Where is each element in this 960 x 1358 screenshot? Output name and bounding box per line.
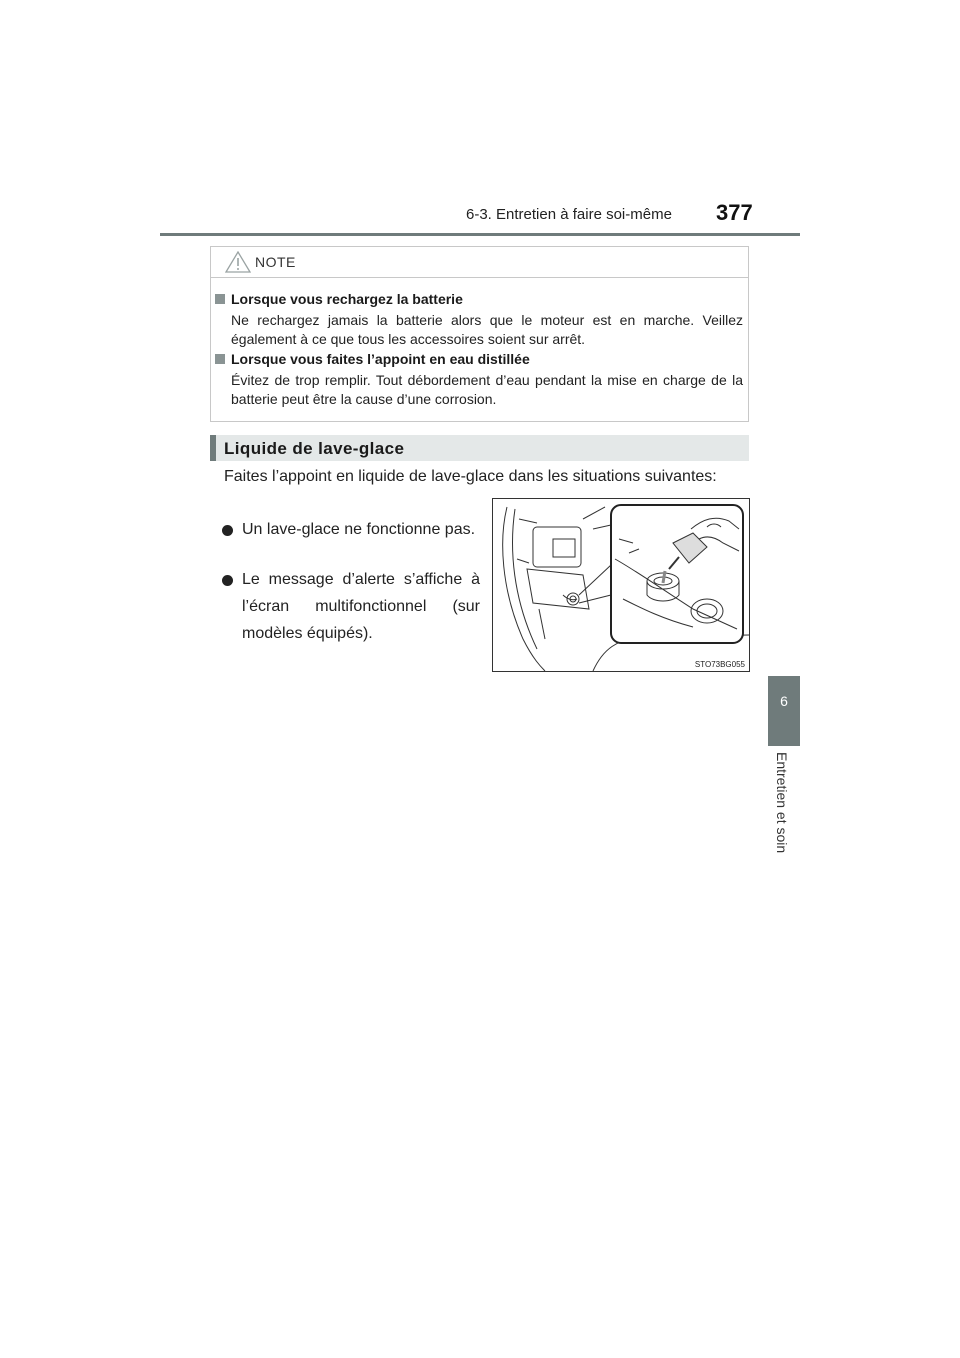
square-bullet-icon — [215, 294, 225, 304]
section-intro: Faites l’appoint en liquide de lave-glace dans les situations suivantes: — [224, 468, 717, 485]
chapter-title-vertical — [766, 752, 800, 862]
warning-triangle-icon — [225, 251, 251, 273]
note-item-title: Lorsque vous rechargez la batterie — [231, 291, 463, 307]
section-heading-label: Liquide de lave-glace — [224, 439, 405, 458]
note-header — [211, 247, 748, 278]
note-box — [210, 246, 749, 422]
chapter-title: Entretien et soin — [774, 752, 790, 854]
engine-bay-drawing — [493, 499, 749, 671]
bullet-dot-icon — [222, 525, 233, 536]
square-bullet-icon — [215, 354, 225, 364]
header-section-title: 6-3. Entretien à faire soi-même — [466, 206, 672, 223]
chapter-tab[interactable] — [768, 676, 800, 746]
header-divider — [160, 233, 800, 236]
list-item — [222, 516, 480, 543]
figure-code: STO73BG055 — [694, 660, 745, 669]
section-heading — [210, 435, 749, 461]
note-title: NOTE — [255, 254, 296, 270]
list-item-text: Un lave-glace ne fonctionne pas. — [242, 521, 476, 538]
note-item-text: Évitez de trop remplir. Tout débordement d’eau pendant la mise en charge de la batterie peut être la cause d’une corrosion. — [231, 372, 743, 407]
list-item — [222, 566, 480, 647]
washer-fluid-illustration — [492, 498, 750, 672]
list-item-text: Le message d’alerte s’affiche à l’écran multifonctionnel (sur modèles équipés). — [242, 571, 480, 642]
note-item-text: Ne rechargez jamais la batterie alors que le moteur est en marche. Veillez également à ce que tous les accessoires soient sur arrêt. — [231, 312, 743, 347]
bullet-dot-icon — [222, 575, 233, 586]
chapter-number: 6 — [780, 693, 788, 709]
section-heading-bar — [210, 435, 216, 461]
note-item-title: Lorsque vous faites l’appoint en eau distillée — [231, 351, 530, 367]
page-number: 377 — [716, 200, 753, 225]
